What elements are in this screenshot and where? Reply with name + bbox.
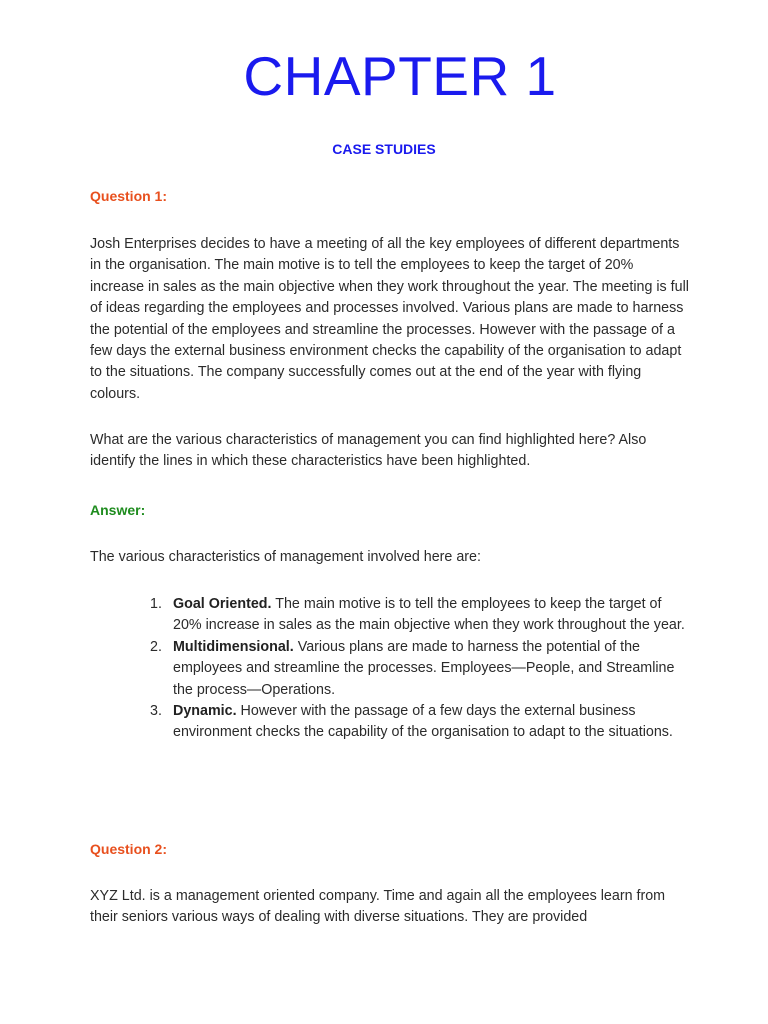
characteristics-list [145, 594, 685, 744]
section-subtitle: CASE STUDIES [332, 141, 436, 157]
list-item-number: 1. [150, 596, 162, 612]
question-1-prompt: What are the various characteristics of management you can find highlighted here? Also identify the lines in which these characteristics have been highlighted. [90, 432, 647, 470]
list-item-text: Various plans are made to harness the potential of the employees and streamline the processes. Employees—People, and Streamline the process—Operations. [173, 638, 675, 698]
chapter-title: CHAPTER 1 [243, 45, 557, 107]
list-item-term: Goal Oriented. [173, 596, 272, 612]
list-item-number: 3. [150, 703, 162, 720]
question-1-label: Question 1: [90, 188, 168, 204]
question-2-label: Question 2: [90, 841, 168, 857]
list-item-text: The main motive is to tell the employees to keep the target of 20% increase in sales as the main objective when they work throughout the year. [173, 596, 685, 634]
list-item [145, 637, 685, 701]
list-item [145, 701, 685, 744]
list-item-text: However with the passage of a few days the external business environment checks the capability of the organisation to adapt to the situations. [173, 703, 673, 741]
answer-1-intro: The various characteristics of management involved here are: [90, 549, 481, 565]
list-item-term: Dynamic. [173, 703, 237, 720]
list-item-term: Multidimensional. [173, 638, 294, 655]
answer-1-label: Answer: [90, 502, 146, 518]
question-1-body: Josh Enterprises decides to have a meeting of all the key employees of different departments in the organisation. The main motive is to tell the employees to keep the target of 20% increase in sales as the main objective when they work throughout the year. The meeting is full of ideas regarding the employees and processes involved. Various plans are made to harness the potential of the employees and streamline the processes. However with the passage of a few days the external business environment checks the capability of the organisation to adapt to the situations. The company successfully comes out at the end of the year with flying colours. [90, 236, 689, 402]
question-2-body: XYZ Ltd. is a management oriented company. Time and again all the employees learn from their seniors various ways of dealing with diverse situations. They are provided [90, 888, 666, 926]
list-item-number: 2. [150, 638, 162, 655]
list-item [145, 594, 685, 637]
